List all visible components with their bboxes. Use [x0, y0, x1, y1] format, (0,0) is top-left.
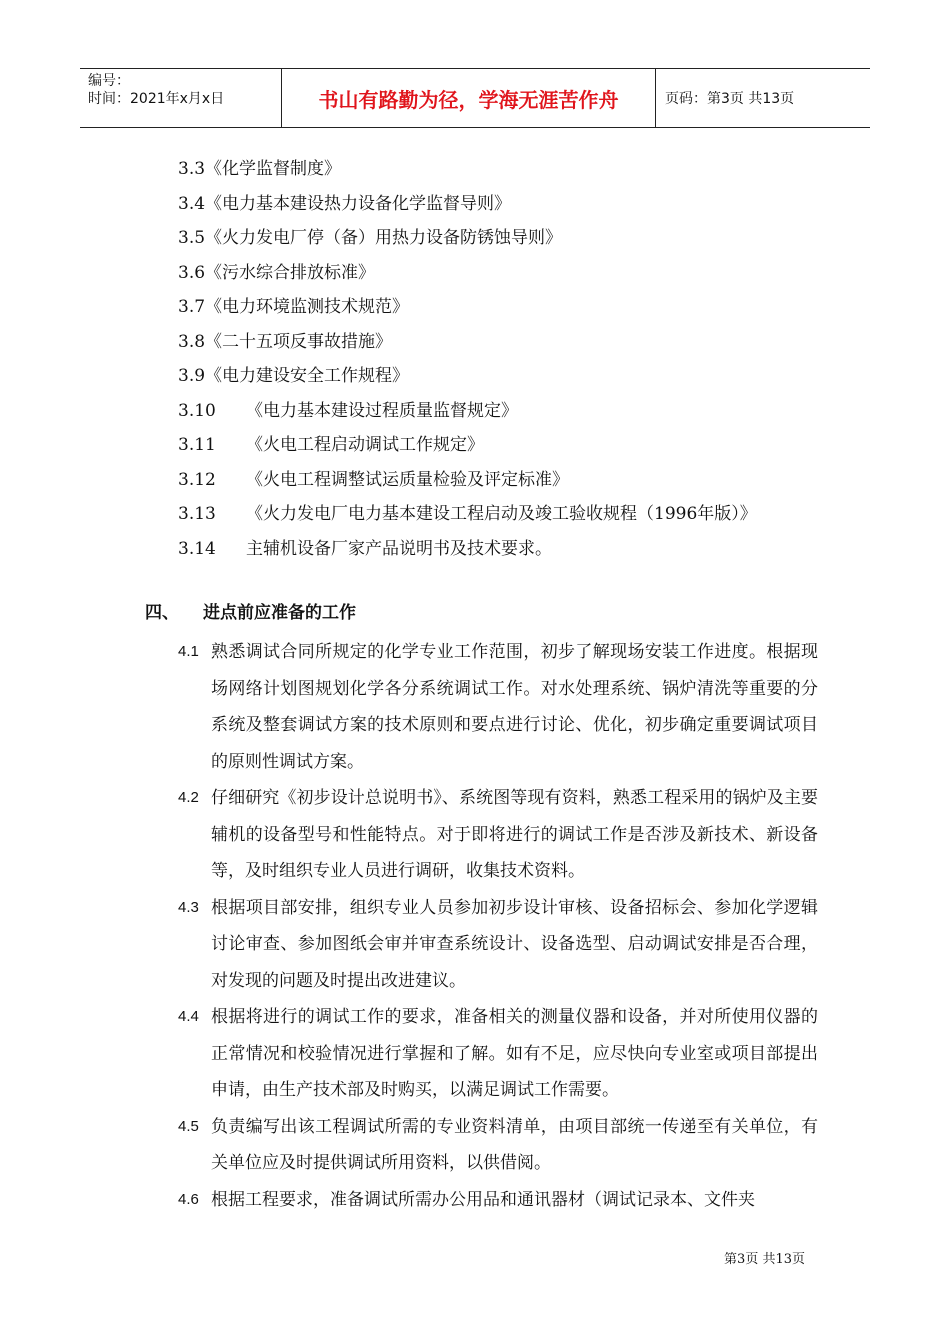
reference-number: 3.11: [178, 435, 216, 455]
reference-title: 《二十五项反事故措施》: [205, 331, 393, 352]
reference-item: [178, 290, 757, 325]
task-number: 4.4: [178, 1008, 199, 1025]
page-header: [80, 68, 870, 128]
section-title: 进点前应准备的工作: [203, 603, 356, 623]
task-number: 4.1: [178, 643, 199, 660]
reference-title: 《电力基本建设过程质量监督规定》: [246, 400, 518, 421]
section-number: 四、: [145, 603, 179, 623]
reference-title: 《火电工程调整试运质量检验及评定标准》: [246, 469, 569, 490]
task-item: [178, 999, 818, 1109]
page-footer: 第3页 共13页: [724, 1252, 805, 1267]
reference-list: [178, 152, 757, 566]
document-number-label: 编号：: [88, 73, 130, 89]
task-text: 熟悉调试合同所规定的化学专业工作范围，初步了解现场安装工作进度。根据现场网络计划图规划化学各分系统调试工作。对水处理系统、锅炉清洗等重要的分系统及整套调试方案的技术原则和要点进行讨论、优化，初步确定重要调试项目的原则性调试方案。: [211, 642, 818, 772]
task-item: [178, 890, 818, 1000]
reference-number: 3.8: [178, 331, 206, 352]
reference-item: [178, 152, 757, 187]
header-meta: [80, 69, 282, 127]
reference-number: 3.9: [178, 366, 206, 386]
reference-number: 3.10: [178, 400, 216, 421]
task-text: 根据工程要求，准备调试所需办公用品和通讯器材（调试记录本、文件夹: [211, 1189, 755, 1210]
reference-title: 《火力发电厂电力基本建设工程启动及竣工验收规程（1996年版）》: [246, 504, 757, 524]
reference-item: [178, 359, 757, 394]
section-heading: [145, 598, 356, 623]
reference-number: 3.4: [178, 193, 206, 214]
task-text: 负责编写出该工程调试所需的专业资料清单，由项目部统一传递至有关单位，有关单位应及时提供调试所用资料，以供借阅。: [211, 1116, 818, 1173]
reference-item: [178, 497, 757, 532]
task-item: [178, 1109, 818, 1182]
reference-title: 《火电工程启动调试工作规定》: [246, 435, 484, 455]
reference-number: 3.14: [178, 538, 216, 559]
task-item: [178, 1182, 818, 1219]
header-page-info: 页码：第3页 共13页: [665, 91, 795, 107]
task-item: [178, 634, 818, 780]
reference-title: 主辅机设备厂家产品说明书及技术要求。: [246, 538, 552, 559]
reference-item: [178, 532, 757, 567]
task-number: 4.5: [178, 1117, 199, 1135]
task-text: 仔细研究《初步设计总说明书》、系统图等现有资料，熟悉工程采用的锅炉及主要辅机的设备型号和性能特点。对于即将进行的调试工作是否涉及新技术、新设备等，及时组织专业人员进行调研，收集技术资料。: [211, 788, 818, 881]
task-number: 4.3: [178, 898, 199, 916]
reference-item: [178, 221, 757, 256]
reference-title: 《污水综合排放标准》: [205, 262, 376, 283]
reference-number: 3.13: [178, 504, 216, 524]
reference-number: 3.6: [178, 262, 206, 283]
reference-title: 《电力环境监测技术规范》: [205, 297, 410, 317]
reference-number: 3.12: [178, 469, 216, 490]
reference-item: [178, 428, 757, 463]
reference-item: [178, 394, 757, 429]
task-item: [178, 780, 818, 890]
task-number: 4.2: [178, 789, 199, 806]
task-number: 4.6: [178, 1190, 199, 1208]
document-time-label: 时间：2021年x月x日: [88, 91, 225, 107]
task-text: 根据项目部安排，组织专业人员参加初步设计审核、设备招标会、参加化学逻辑讨论审查、参加图纸会审并审查系统设计、设备选型、启动调试安排是否合理，对发现的问题及时提出改进建议。: [211, 897, 818, 991]
reference-title: 《化学监督制度》: [205, 159, 342, 179]
header-motto: 书山有路勤为径，学海无涯苦作舟: [282, 69, 656, 127]
reference-item: [178, 256, 757, 291]
reference-number: 3.7: [178, 297, 206, 317]
reference-title: 《电力建设安全工作规程》: [205, 366, 410, 386]
reference-number: 3.3: [178, 159, 206, 179]
reference-item: [178, 463, 757, 498]
task-text: 根据将进行的调试工作的要求，准备相关的测量仪器和设备，并对所使用仪器的正常情况和校验情况进行掌握和了解。如有不足，应尽快向专业室或项目部提出申请，由生产技术部及时购买，以满足调试工作需要。: [211, 1007, 818, 1100]
reference-title: 《电力基本建设热力设备化学监督导则》: [205, 193, 512, 214]
reference-title: 《火力发电厂停（备）用热力设备防锈蚀导则》: [205, 228, 563, 248]
task-list: [178, 634, 818, 1218]
reference-item: [178, 187, 757, 222]
reference-number: 3.5: [178, 228, 206, 248]
reference-item: [178, 325, 757, 360]
